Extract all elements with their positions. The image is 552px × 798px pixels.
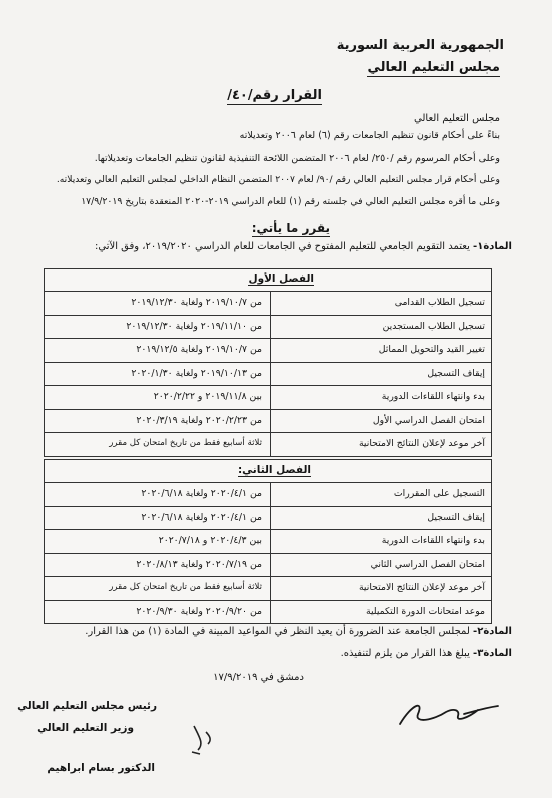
row-value: ثلاثة أسابيع فقط من تاريخ امتحان كل مقرر [109,582,262,592]
table-row [45,482,491,506]
row-value: من ٢٠٢٠/٤/١ ولغاية ٢٠٢٠/٦/١٨ [141,488,262,499]
article-3-text: يبلغ هذا القرار من يلزم لتنفيذه. [340,648,474,659]
row-label: إيقاف التسجيل [270,507,491,530]
decree-title: القرار رقم/٤٠/ [227,88,322,103]
row-label: بدء وانتهاء اللقاءات الدورية [270,386,491,409]
row-label: تسجيل الطلاب القدامى [270,292,491,315]
table-row [45,291,491,315]
table-row [45,576,491,600]
initials-signature [186,718,226,758]
row-value: من ٢٠٢٠/٢/٢٣ ولغاية ٢٠٢٠/٣/١٩ [136,414,262,426]
issuer: مجلس التعليم العالي [414,113,500,124]
table-row [45,385,491,409]
row-value: ثلاثة أسابيع فقط من تاريخ امتحان كل مقرر [109,438,262,448]
country-name: الجمهورية العربية السورية [336,38,504,53]
article-3 [341,648,512,659]
article-1 [95,241,512,252]
decides-heading: يقرر ما يأتي: [251,221,330,235]
row-value: بين ٢٠٢٠/٤/٣ و ٢٠٢٠/٧/١٨ [158,535,262,546]
row-value: من ٢٠٢٠/٩/٢٠ ولغاية ٢٠٢٠/٩/٣٠ [136,605,262,617]
semester-1-title: الفصل الأول [248,273,314,285]
row-value: من ٢٠١٩/١٠/٧ ولغاية ٢٠١٩/١٢/٥ [136,344,262,355]
table-row [45,506,491,530]
article-2-text: لمجلس الجامعة عند الضرورة أن يعيد النظر في المواعيد المبينة في المادة (١) من هذا القرار. [85,626,474,637]
article-1-text: يعتمد التقويم الجامعي للتعليم المفتوح في الجامعات للعام الدراسي ٢٠١٩/٢٠٢٠، وفق الآتي: [95,241,474,252]
table-row [45,409,491,433]
handwritten-signature [394,696,504,736]
article-1-label: المادة١- [473,241,512,252]
row-value: من ٢٠٢٠/٤/١ ولغاية ٢٠٢٠/٦/١٨ [141,511,262,523]
table-row [45,432,491,456]
row-label: موعد امتحانات الدورة التكميلية [270,601,491,624]
signatory-title: رئيس مجلس التعليم العالي [17,700,157,712]
preamble-line: وعلى ما أقره مجلس التعليم العالي في جلسته رقم (١) للعام الدراسي ٢٠١٩-٢٠٢٠ المنعقدة بتاريخ ١٧/٩/٢٠١٩ [81,196,500,207]
row-label: امتحان الفصل الدراسي الأول [270,410,491,433]
signatory-name: الدكتور بسام ابراهيم [47,762,155,774]
row-label: آخر موعد لإعلان النتائج الامتحانية [270,577,491,600]
preamble-line: بناءً على أحكام قانون تنظيم الجامعات رقم (٦) لعام ٢٠٠٦ وتعديلاته [239,130,500,141]
row-label: آخر موعد لإعلان النتائج الامتحانية [270,433,491,456]
semester-2-heading-row [45,460,491,482]
row-value: من ٢٠١٩/١٠/٧ ولغاية ٢٠١٩/١٢/٣٠ [131,297,262,308]
row-value: من ٢٠١٩/١٠/١٣ ولغاية ٢٠٢٠/١/٣٠ [131,367,262,379]
council-name: مجلس التعليم العالي [367,60,500,75]
row-value: من ٢٠٢٠/٧/١٩ ولغاية ٢٠٢٠/٨/١٣ [136,558,262,570]
table-row [45,338,491,362]
preamble-line: وعلى أحكام قرار مجلس التعليم العالي رقم /٩٠/ لعام ٢٠٠٧ المتضمن النظام الداخلي لمجلس التعليم العالي وتعديلاته. [56,174,500,185]
table-row [45,553,491,577]
article-2-label: المادة٢- [473,626,512,637]
table-row [45,315,491,339]
semester-2-title: الفصل الثاني: [237,464,311,476]
signatory-position: وزير التعليم العالي [37,722,134,734]
semester-1-heading-row [45,269,491,291]
table-row [45,362,491,386]
table-row [45,600,491,624]
row-label: بدء وانتهاء اللقاءات الدورية [270,530,491,553]
row-label: تغيير القيد والتحويل المماثل [270,339,491,362]
row-label: التسجيل على المقررات [270,483,491,506]
article-2 [85,626,512,637]
row-label: إيقاف التسجيل [270,363,491,386]
semester-2-table [44,459,492,624]
row-value: بين ٢٠١٩/١١/٨ و ٢٠٢٠/٢/٢٢ [153,391,262,402]
table-row [45,529,491,553]
semester-1-table [44,268,492,457]
preamble-line: وعلى أحكام المرسوم رقم /٢٥٠/ لعام ٢٠٠٦ المتضمن اللائحة التنفيذية لقانون تنظيم الجامعات وتعديلاتها. [94,153,500,164]
row-label: امتحان الفصل الدراسي الثاني [270,554,491,577]
article-3-label: المادة٣- [473,648,512,659]
row-label: تسجيل الطلاب المستجدين [270,316,491,339]
place-date: دمشق في ١٧/٩/٢٠١٩ [213,672,304,683]
row-value: من ٢٠١٩/١١/١٠ ولغاية ٢٠١٩/١٢/٣٠ [126,320,262,332]
